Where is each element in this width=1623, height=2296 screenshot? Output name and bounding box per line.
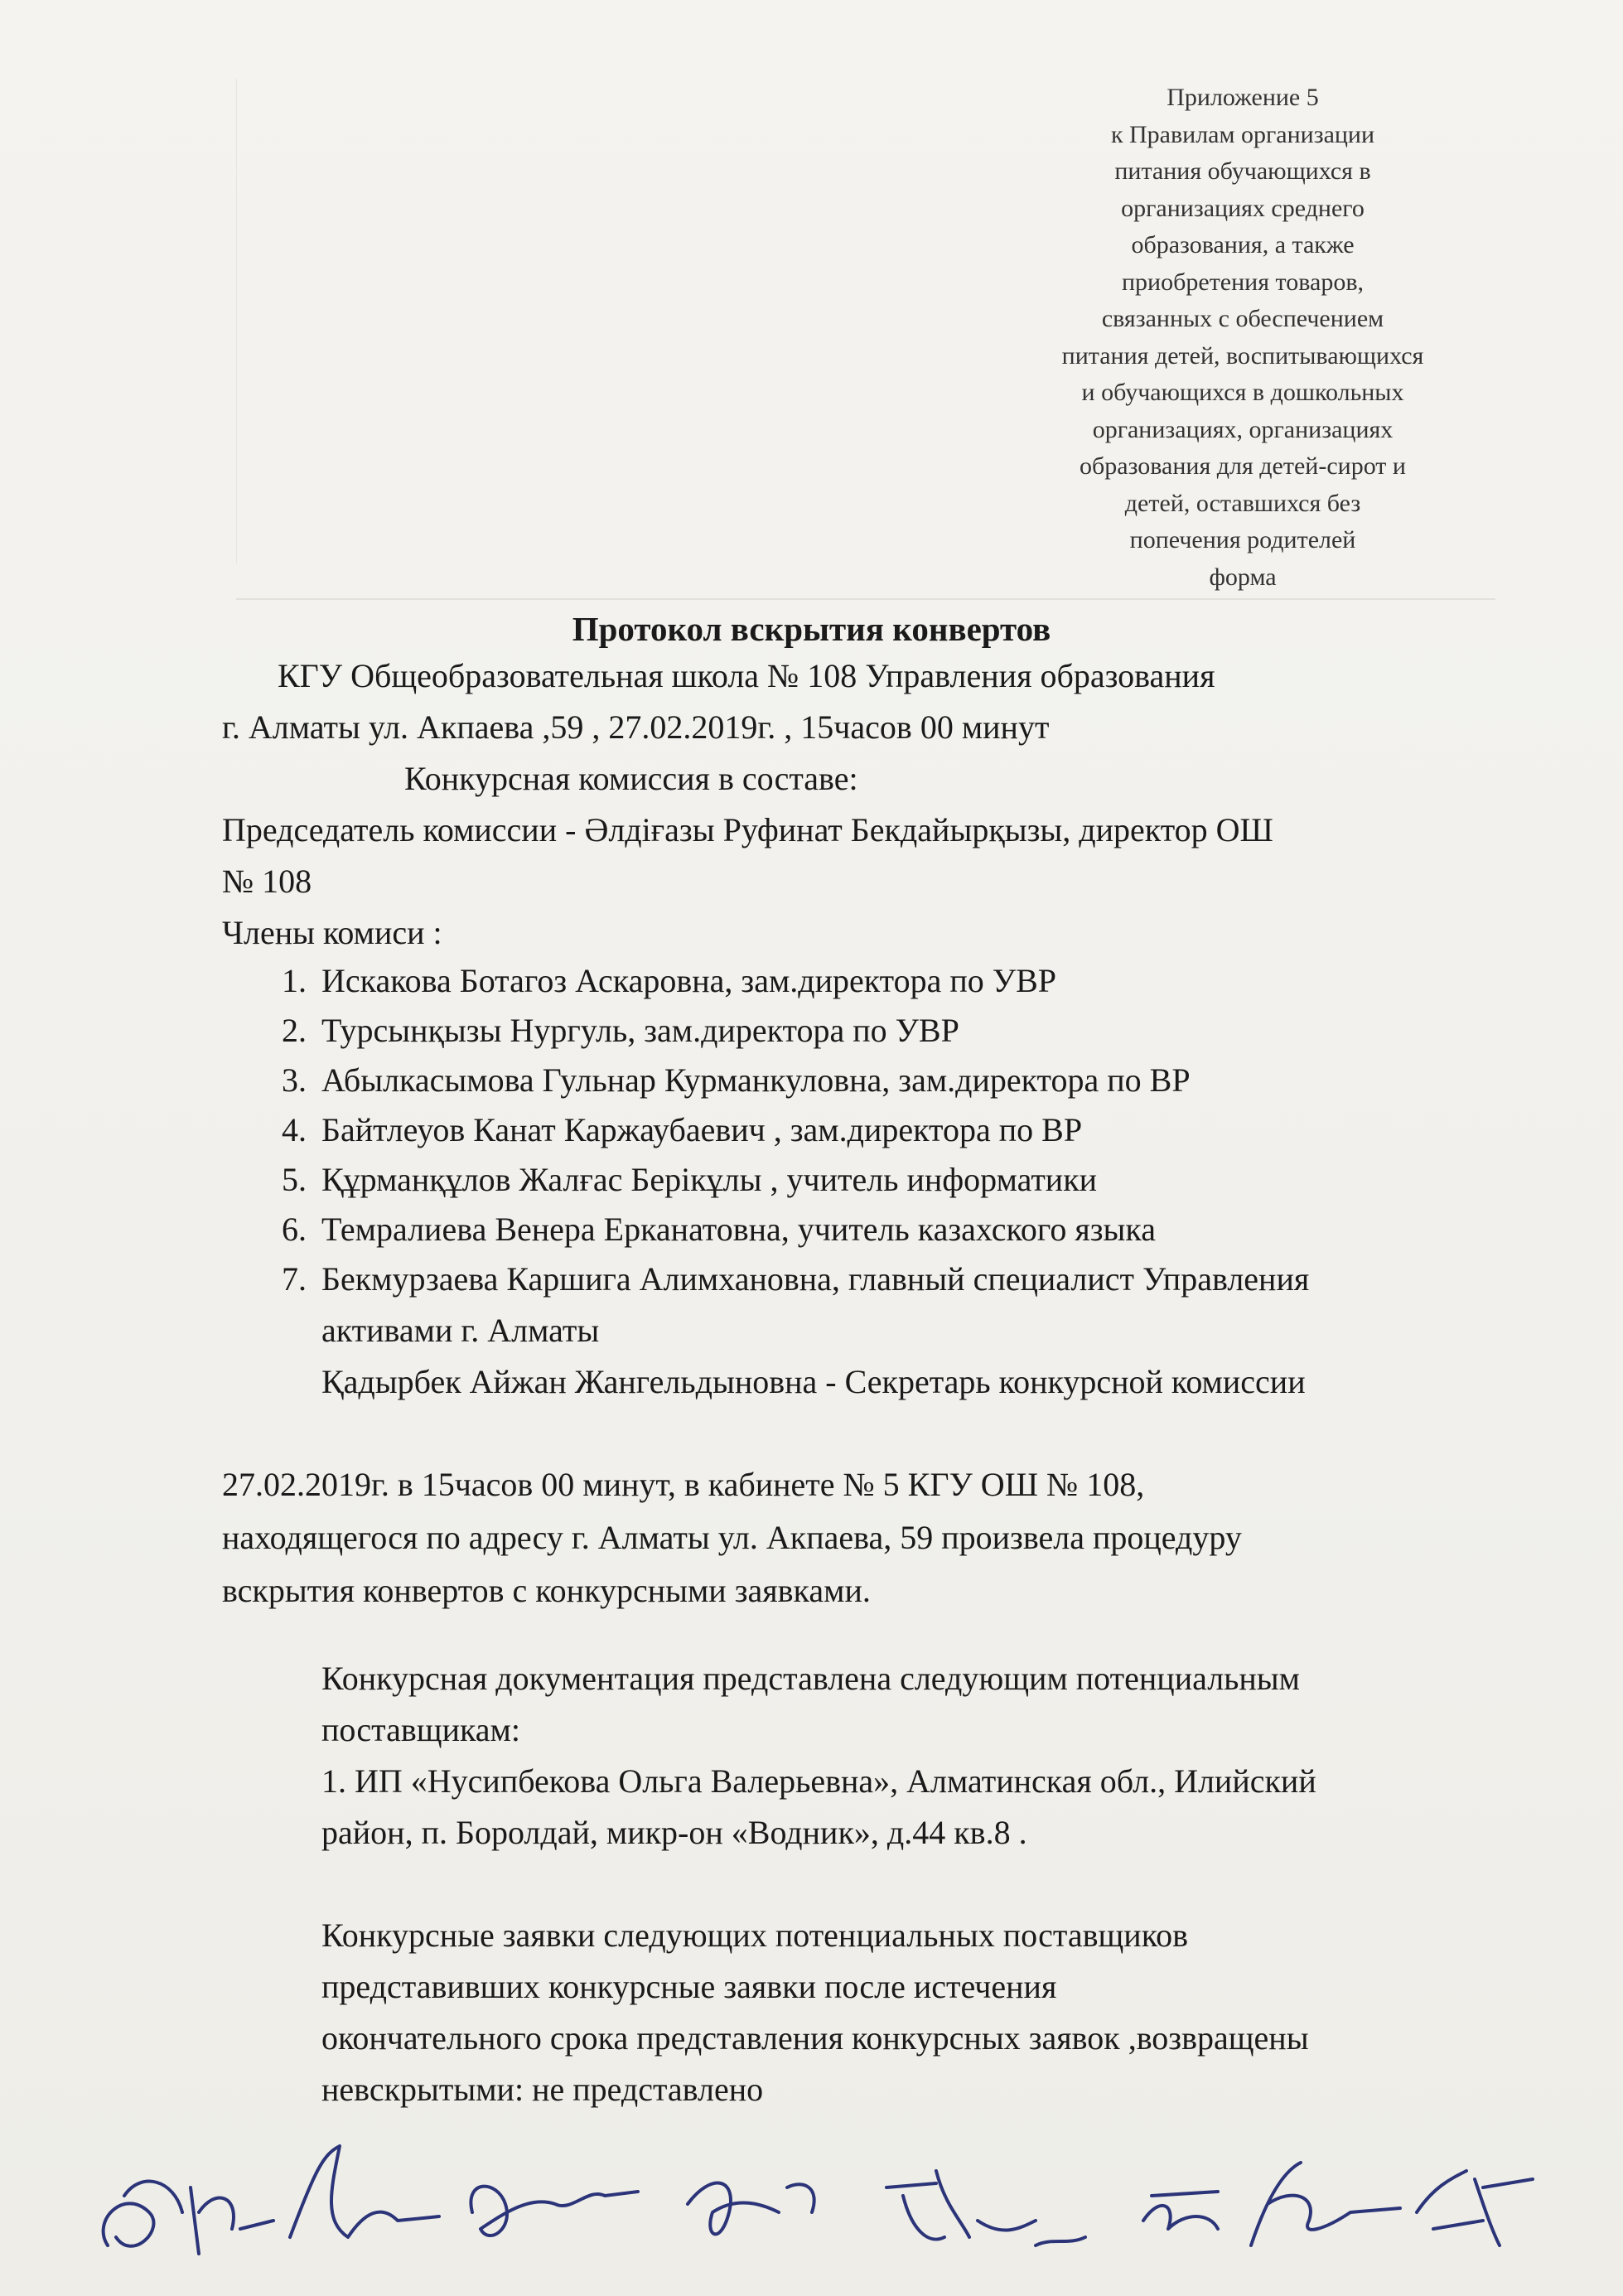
appendix-line: попечения родителей [1129,526,1356,553]
member-text: Байтлеуов Канат Каржаубаевич , зам.директора по ВР [321,1111,1083,1148]
chair-line-2: № 108 [222,863,312,900]
returned-line-4: невскрытыми: не представлено [321,2071,764,2108]
appendix-line: образования, а также [1131,231,1355,259]
appendix-line: связанных с обеспечением [1101,305,1384,332]
chair-line-1: Председатель комиссии - Әлдіғазы Руфинат Бекдайырқызы, директор ОШ [222,811,1273,848]
signature-5 [886,2171,1036,2240]
signatures-row [75,2121,1558,2287]
docs-line-4: район, п. Боролдай, микр-он «Водник», д.44 кв.8 . [321,1814,1027,1851]
header-line-1: КГУ Общеобразовательная школа № 108 Управления образования [278,657,1215,694]
appendix-line: питания обучающихся в [1114,157,1371,185]
appendix-line: и обучающихся в дошкольных [1081,379,1404,406]
procedure-line-3: вскрытия конвертов с конкурсными заявками. [222,1572,871,1609]
signature-2 [290,2146,439,2237]
member-number: 5. [282,1161,307,1198]
member-number: 3. [282,1061,307,1099]
docs-line-2: поставщикам: [321,1711,520,1748]
member-text: Абылкасымова Гульнар Курманкуловна, зам.директора по ВР [321,1061,1191,1099]
signature-4 [688,2183,814,2235]
member-number: 2. [282,1012,307,1049]
appendix-line: организациях среднего [1121,194,1365,222]
member-text: Искакова Ботагоз Аскаровна, зам.директора по УВР [321,962,1057,999]
docs-line-1: Конкурсная документация представлена следующим потенциальным [321,1660,1300,1697]
signature-3 [471,2187,638,2236]
secretary-line: Қадырбек Айжан Жангельдыновна - Секретарь конкурсной комиссии [321,1363,1306,1400]
scan-divider [236,598,1495,600]
appendix-line: к Правилам организации [1110,120,1375,148]
member-number: 4. [282,1111,307,1148]
member-7-continuation: активами г. Алматы [321,1312,600,1349]
member-number: 7. [282,1260,307,1298]
appendix-line: образования для детей-сирот и [1080,452,1406,480]
procedure-line-2: находящегося по адресу г. Алматы ул. Акпаева, 59 произвела процедуру [222,1519,1242,1556]
member-text: Турсынқызы Нургуль, зам.директора по УВР [321,1012,959,1049]
signature-7 [1143,2192,1218,2229]
appendix-line: приобретения товаров, [1122,268,1364,296]
appendix-line: питания детей, воспитывающихся [1061,341,1424,370]
signature-1 [104,2182,273,2254]
procedure-line-1: 27.02.2019г. в 15часов 00 минут, в кабинете № 5 КГУ ОШ № 108, [222,1466,1145,1503]
member-text: Құрманқұлов Жалғас Берікұлы , учитель информатики [321,1161,1098,1198]
signature-8 [1251,2163,1400,2245]
member-text: Бекмурзаева Каршига Алимхановна, главный специалист Управления [321,1260,1310,1298]
docs-line-3: 1. ИП «Нусипбекова Ольга Валерьевна», Алматинская обл., Илийский [321,1762,1316,1800]
member-number: 6. [282,1211,307,1248]
appendix-line: Приложение 5 [1167,84,1319,111]
member-text: Темралиева Венера Ерканатовна, учитель казахского языка [321,1211,1156,1248]
header-line-2: г. Алматы ул. Акпаева ,59 , 27.02.2019г. , 15часов 00 минут [222,708,1050,746]
signature-9 [1417,2171,1533,2245]
document-title: Протокол вскрытия конвертов [572,610,1051,648]
appendix-line: организациях, организациях [1092,415,1394,443]
member-number: 1. [282,962,307,999]
returned-line-3: окончательного срока представления конкурсных заявок ,возвращены [321,2019,1309,2057]
signature-6 [1036,2237,1085,2245]
appendix-line: детей, оставшихся без [1124,489,1361,517]
header-line-3: Конкурсная комиссия в составе: [404,760,858,797]
appendix-line: форма [1209,563,1277,591]
members-label: Члены комиси : [222,914,442,951]
returned-line-2: представивших конкурсные заявки после истечения [321,1968,1057,2005]
appendix-note [1011,80,1475,596]
returned-line-1: Конкурсные заявки следующих потенциальных поставщиков [321,1917,1188,1954]
